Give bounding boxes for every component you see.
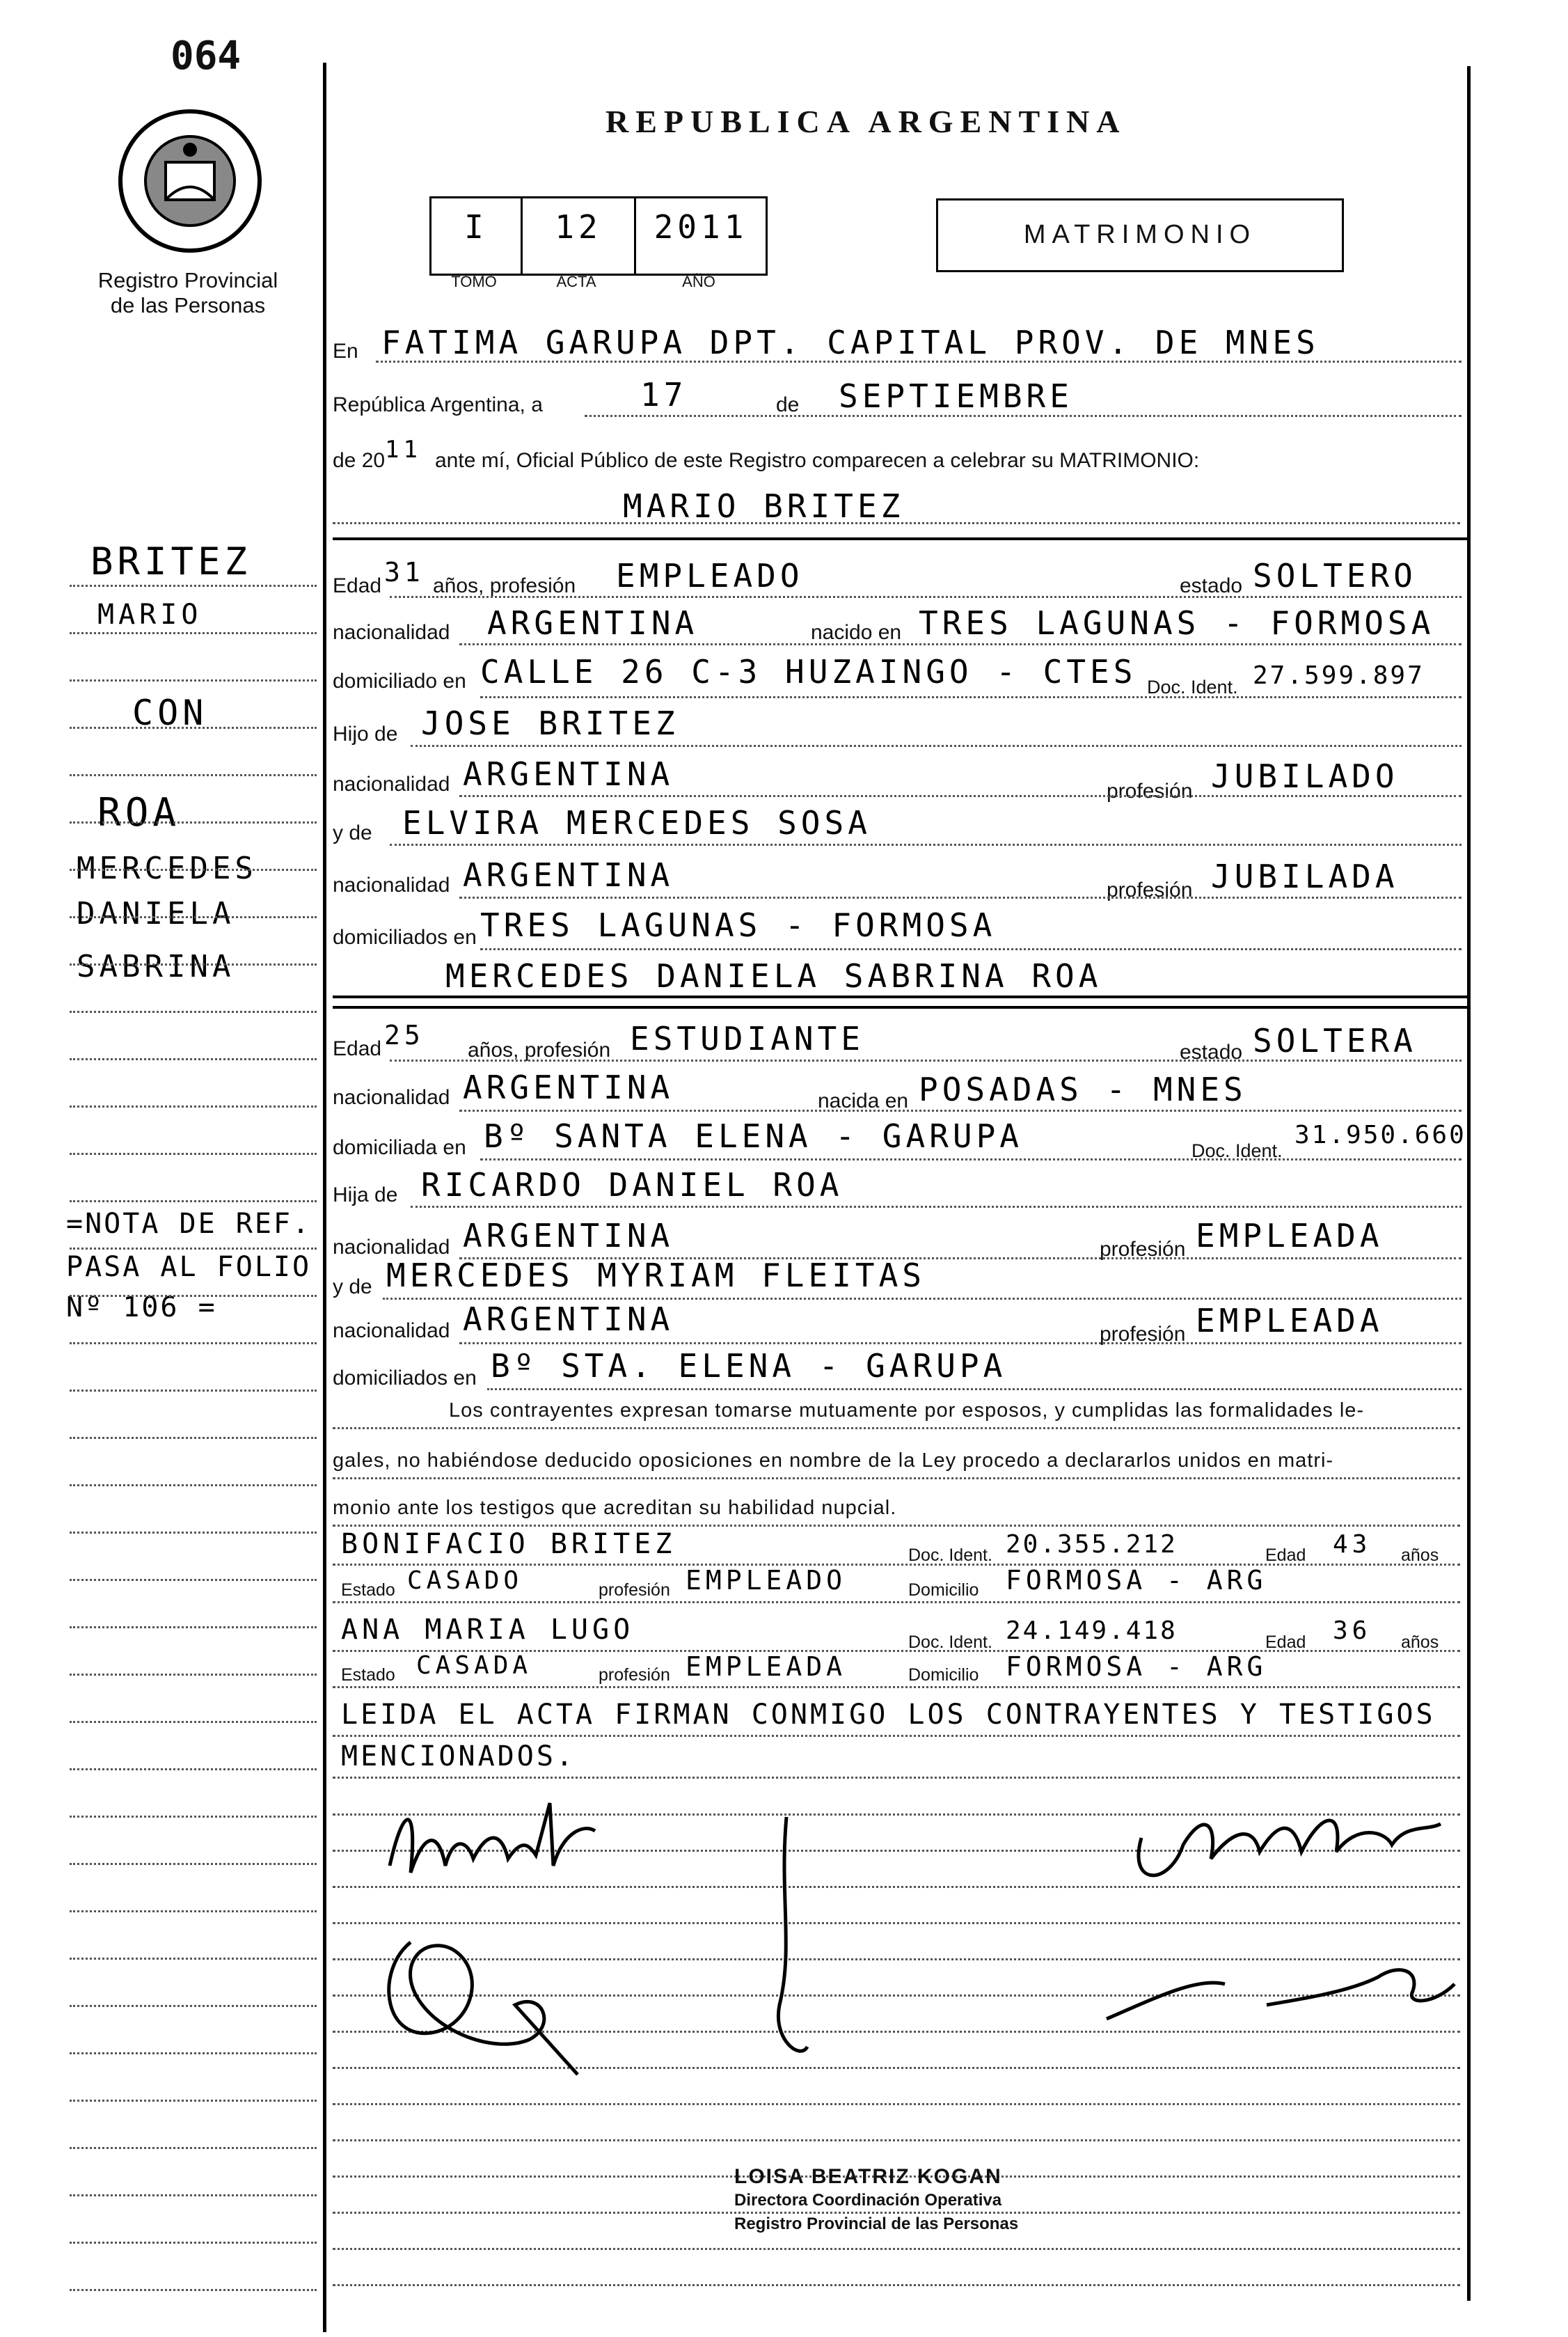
- groom-age: 31: [384, 557, 425, 588]
- margin-ruled-line: [70, 585, 317, 587]
- witness-1-name: BONIFACIO BRITEZ: [341, 1528, 676, 1560]
- bride-mother-profession: EMPLEADA: [1196, 1302, 1384, 1339]
- statement-text: ante mí, Oficial Público de este Registro comparecen a celebrar su MATRIMONIO:: [435, 449, 1200, 472]
- margin-ruled-line: [70, 916, 317, 918]
- year-value: 11: [385, 436, 422, 464]
- bride-age: 25: [384, 1020, 425, 1051]
- ruled-line: [333, 2139, 1460, 2141]
- margin-ruled-line: [70, 1200, 317, 1202]
- witness-2-profession: EMPLEADA: [686, 1651, 847, 1682]
- en-label: En: [333, 340, 358, 363]
- margin-ruled-line: [70, 1958, 317, 1960]
- groom-parents-address: TRES LAGUNAS - FORMOSA: [480, 906, 997, 944]
- stamp-name: LOISA BEATRIZ KOGAN: [734, 2165, 1002, 2188]
- margin-con: CON: [132, 693, 208, 733]
- margin-ruled-line: [70, 1153, 317, 1155]
- tomo-box: I: [429, 196, 523, 276]
- bride-father-nationality: ARGENTINA: [463, 1217, 674, 1254]
- groom-address: CALLE 26 C-3 HUZAINGO - CTES: [480, 653, 1137, 691]
- signature-witness-2: [738, 1810, 849, 2075]
- margin-note-3: Nº 106 =: [66, 1291, 217, 1323]
- groom-status: SOLTERO: [1253, 557, 1417, 595]
- signature-bride: [1114, 1782, 1448, 1907]
- stamp-office: Registro Provincial de las Personas: [734, 2214, 1019, 2233]
- margin-ruled-line: [70, 1484, 317, 1486]
- official-stamp: [734, 2165, 1018, 2236]
- month-value: SEPTIEMBRE: [839, 377, 1073, 415]
- margin-bride-name-1: MERCEDES: [77, 851, 258, 886]
- closing-line-2: MENCIONADOS.: [341, 1740, 576, 1772]
- margin-ruled-line: [70, 1105, 317, 1108]
- folio-number: 064: [171, 33, 241, 79]
- signature-witness-1: [369, 1914, 592, 2082]
- margin-ruled-line: [70, 2052, 317, 2054]
- groom-father-nationality: ARGENTINA: [463, 755, 674, 793]
- bride-father-profession: EMPLEADA: [1196, 1217, 1384, 1254]
- margin-ruled-line: [70, 869, 317, 871]
- margin-groom-surname: BRITEZ: [90, 540, 252, 583]
- margin-ruled-line: [70, 1437, 317, 1439]
- witness-2-name: ANA MARIA LUGO: [341, 1614, 635, 1646]
- tomo-label: TOMO: [451, 273, 497, 290]
- witness-2-doc: 24.149.418: [1006, 1616, 1178, 1645]
- bride-name: MERCEDES DANIELA SABRINA ROA: [445, 957, 1102, 995]
- year-prefix: de 20: [333, 449, 386, 472]
- declaration-line-2: gales, no habiéndose deducido oposiciones en nombre de la Ley procedo a declararlos unidos en matri-: [333, 1449, 1334, 1472]
- acta-box: 12: [521, 196, 636, 276]
- witness-1-address: FORMOSA - ARG: [1006, 1565, 1267, 1596]
- acta-label: ACTA: [556, 273, 596, 290]
- witness-1-age: 43: [1333, 1530, 1372, 1559]
- groom-mother-nationality: ARGENTINA: [463, 856, 674, 894]
- groom-doc: 27.599.897: [1253, 661, 1425, 690]
- declaration-line-3: monio ante los testigos que acreditan su habilidad nupcial.: [333, 1497, 897, 1519]
- groom-profession: EMPLEADO: [616, 557, 804, 595]
- matrimonio-box: MATRIMONIO: [936, 198, 1344, 272]
- groom-father-profession: JUBILADO: [1211, 757, 1399, 795]
- margin-ruled-line: [70, 1910, 317, 1912]
- declaration-line-1: Los contrayentes expresan tomarse mutuamente por esposos, y cumplidas las formalidades le-: [449, 1399, 1365, 1422]
- witness-1-status: CASADO: [407, 1566, 523, 1595]
- margin-bride-surname: ROA: [97, 790, 181, 835]
- margin-ruled-line: [70, 1342, 317, 1344]
- margin-groom-first: MARIO: [97, 599, 203, 631]
- groom-father: JOSE BRITEZ: [421, 705, 679, 742]
- stamp-role: Directora Coordinación Operativa: [734, 2191, 1002, 2210]
- bride-birthplace: POSADAS - MNES: [919, 1071, 1247, 1108]
- margin-divider: [323, 63, 326, 2332]
- provincial-seal-icon: [117, 108, 263, 254]
- signature-groom: [376, 1789, 605, 1901]
- margin-bride-name-2: DANIELA: [77, 896, 235, 931]
- margin-ruled-line: [70, 1579, 317, 1581]
- groom-mother: ELVIRA MERCEDES SOSA: [402, 804, 871, 842]
- bride-mother-nationality: ARGENTINA: [463, 1300, 674, 1338]
- margin-ruled-line: [70, 1674, 317, 1676]
- bride-father: RICARDO DANIEL ROA: [421, 1166, 844, 1204]
- groom-nationality: ARGENTINA: [487, 604, 699, 642]
- margin-ruled-line: [70, 774, 317, 776]
- margin-ruled-line: [70, 1721, 317, 1723]
- margin-ruled-line: [70, 2005, 317, 2007]
- bride-profession: ESTUDIANTE: [630, 1020, 864, 1057]
- bride-parents-address: Bº STA. ELENA - GARUPA: [491, 1347, 1007, 1385]
- margin-ruled-line: [70, 2289, 317, 2291]
- margin-ruled-line: [70, 821, 317, 824]
- de-label: de: [776, 393, 800, 416]
- bride-nationality: ARGENTINA: [463, 1069, 674, 1106]
- groom-name: MARIO BRITEZ: [623, 487, 905, 525]
- bride-doc: 31.950.660: [1294, 1121, 1466, 1149]
- bride-mother: MERCEDES MYRIAM FLEITAS: [386, 1257, 926, 1294]
- republica-label: República Argentina, a: [333, 393, 543, 416]
- margin-ruled-line: [70, 2194, 317, 2196]
- margin-bride-name-3: SABRINA: [77, 949, 235, 984]
- margin-ruled-line: [70, 963, 317, 966]
- place-value: FATIMA GARUPA DPT. CAPITAL PROV. DE MNES: [381, 324, 1320, 361]
- margin-ruled-line: [70, 2100, 317, 2102]
- country-title: REPUBLICA ARGENTINA: [605, 104, 1127, 139]
- margin-ruled-line: [70, 727, 317, 729]
- margin-ruled-line: [70, 2242, 317, 2244]
- right-border: [1467, 66, 1471, 2301]
- groom-mother-profession: JUBILADA: [1211, 858, 1399, 895]
- margin-note-2: PASA AL FOLIO: [66, 1251, 312, 1283]
- margin-ruled-line: [70, 1863, 317, 1865]
- groom-birthplace: TRES LAGUNAS - FORMOSA: [919, 604, 1435, 642]
- margin-ruled-line: [70, 632, 317, 634]
- margin-ruled-line: [70, 1058, 317, 1060]
- witness-2-age: 36: [1333, 1616, 1372, 1645]
- witness-1-profession: EMPLEADO: [686, 1565, 847, 1596]
- ano-label: AÑO: [682, 273, 715, 290]
- margin-ruled-line: [70, 679, 317, 682]
- margin-note-1: =NOTA DE REF.: [66, 1208, 312, 1240]
- margin-ruled-line: [70, 2147, 317, 2149]
- ruled-line: [333, 2284, 1460, 2286]
- margin-ruled-line: [70, 1390, 317, 1392]
- margin-ruled-line: [70, 1626, 317, 1628]
- margin-ruled-line: [70, 1295, 317, 1297]
- witness-2-status: CASADA: [416, 1651, 532, 1680]
- bride-status: SOLTERA: [1253, 1022, 1417, 1060]
- margin-ruled-line: [70, 1768, 317, 1770]
- ano-box: 2011: [634, 196, 768, 276]
- witness-2-address: FORMOSA - ARG: [1006, 1651, 1267, 1682]
- ruled-line: [333, 2248, 1460, 2250]
- office-name: Registro Provincial de las Personas: [97, 268, 278, 317]
- margin-ruled-line: [70, 1816, 317, 1818]
- signature-officer: [1086, 1935, 1462, 2040]
- bride-address: Bº SANTA ELENA - GARUPA: [484, 1117, 1023, 1155]
- day-value: 17: [640, 376, 688, 414]
- margin-ruled-line: [70, 1532, 317, 1534]
- closing-line-1: LEIDA EL ACTA FIRMAN CONMIGO LOS CONTRAYENTES Y TESTIGOS: [341, 1699, 1436, 1731]
- witness-1-doc: 20.355.212: [1006, 1530, 1178, 1559]
- margin-ruled-line: [70, 1248, 317, 1250]
- margin-ruled-line: [70, 1011, 317, 1013]
- ruled-line: [333, 2103, 1460, 2105]
